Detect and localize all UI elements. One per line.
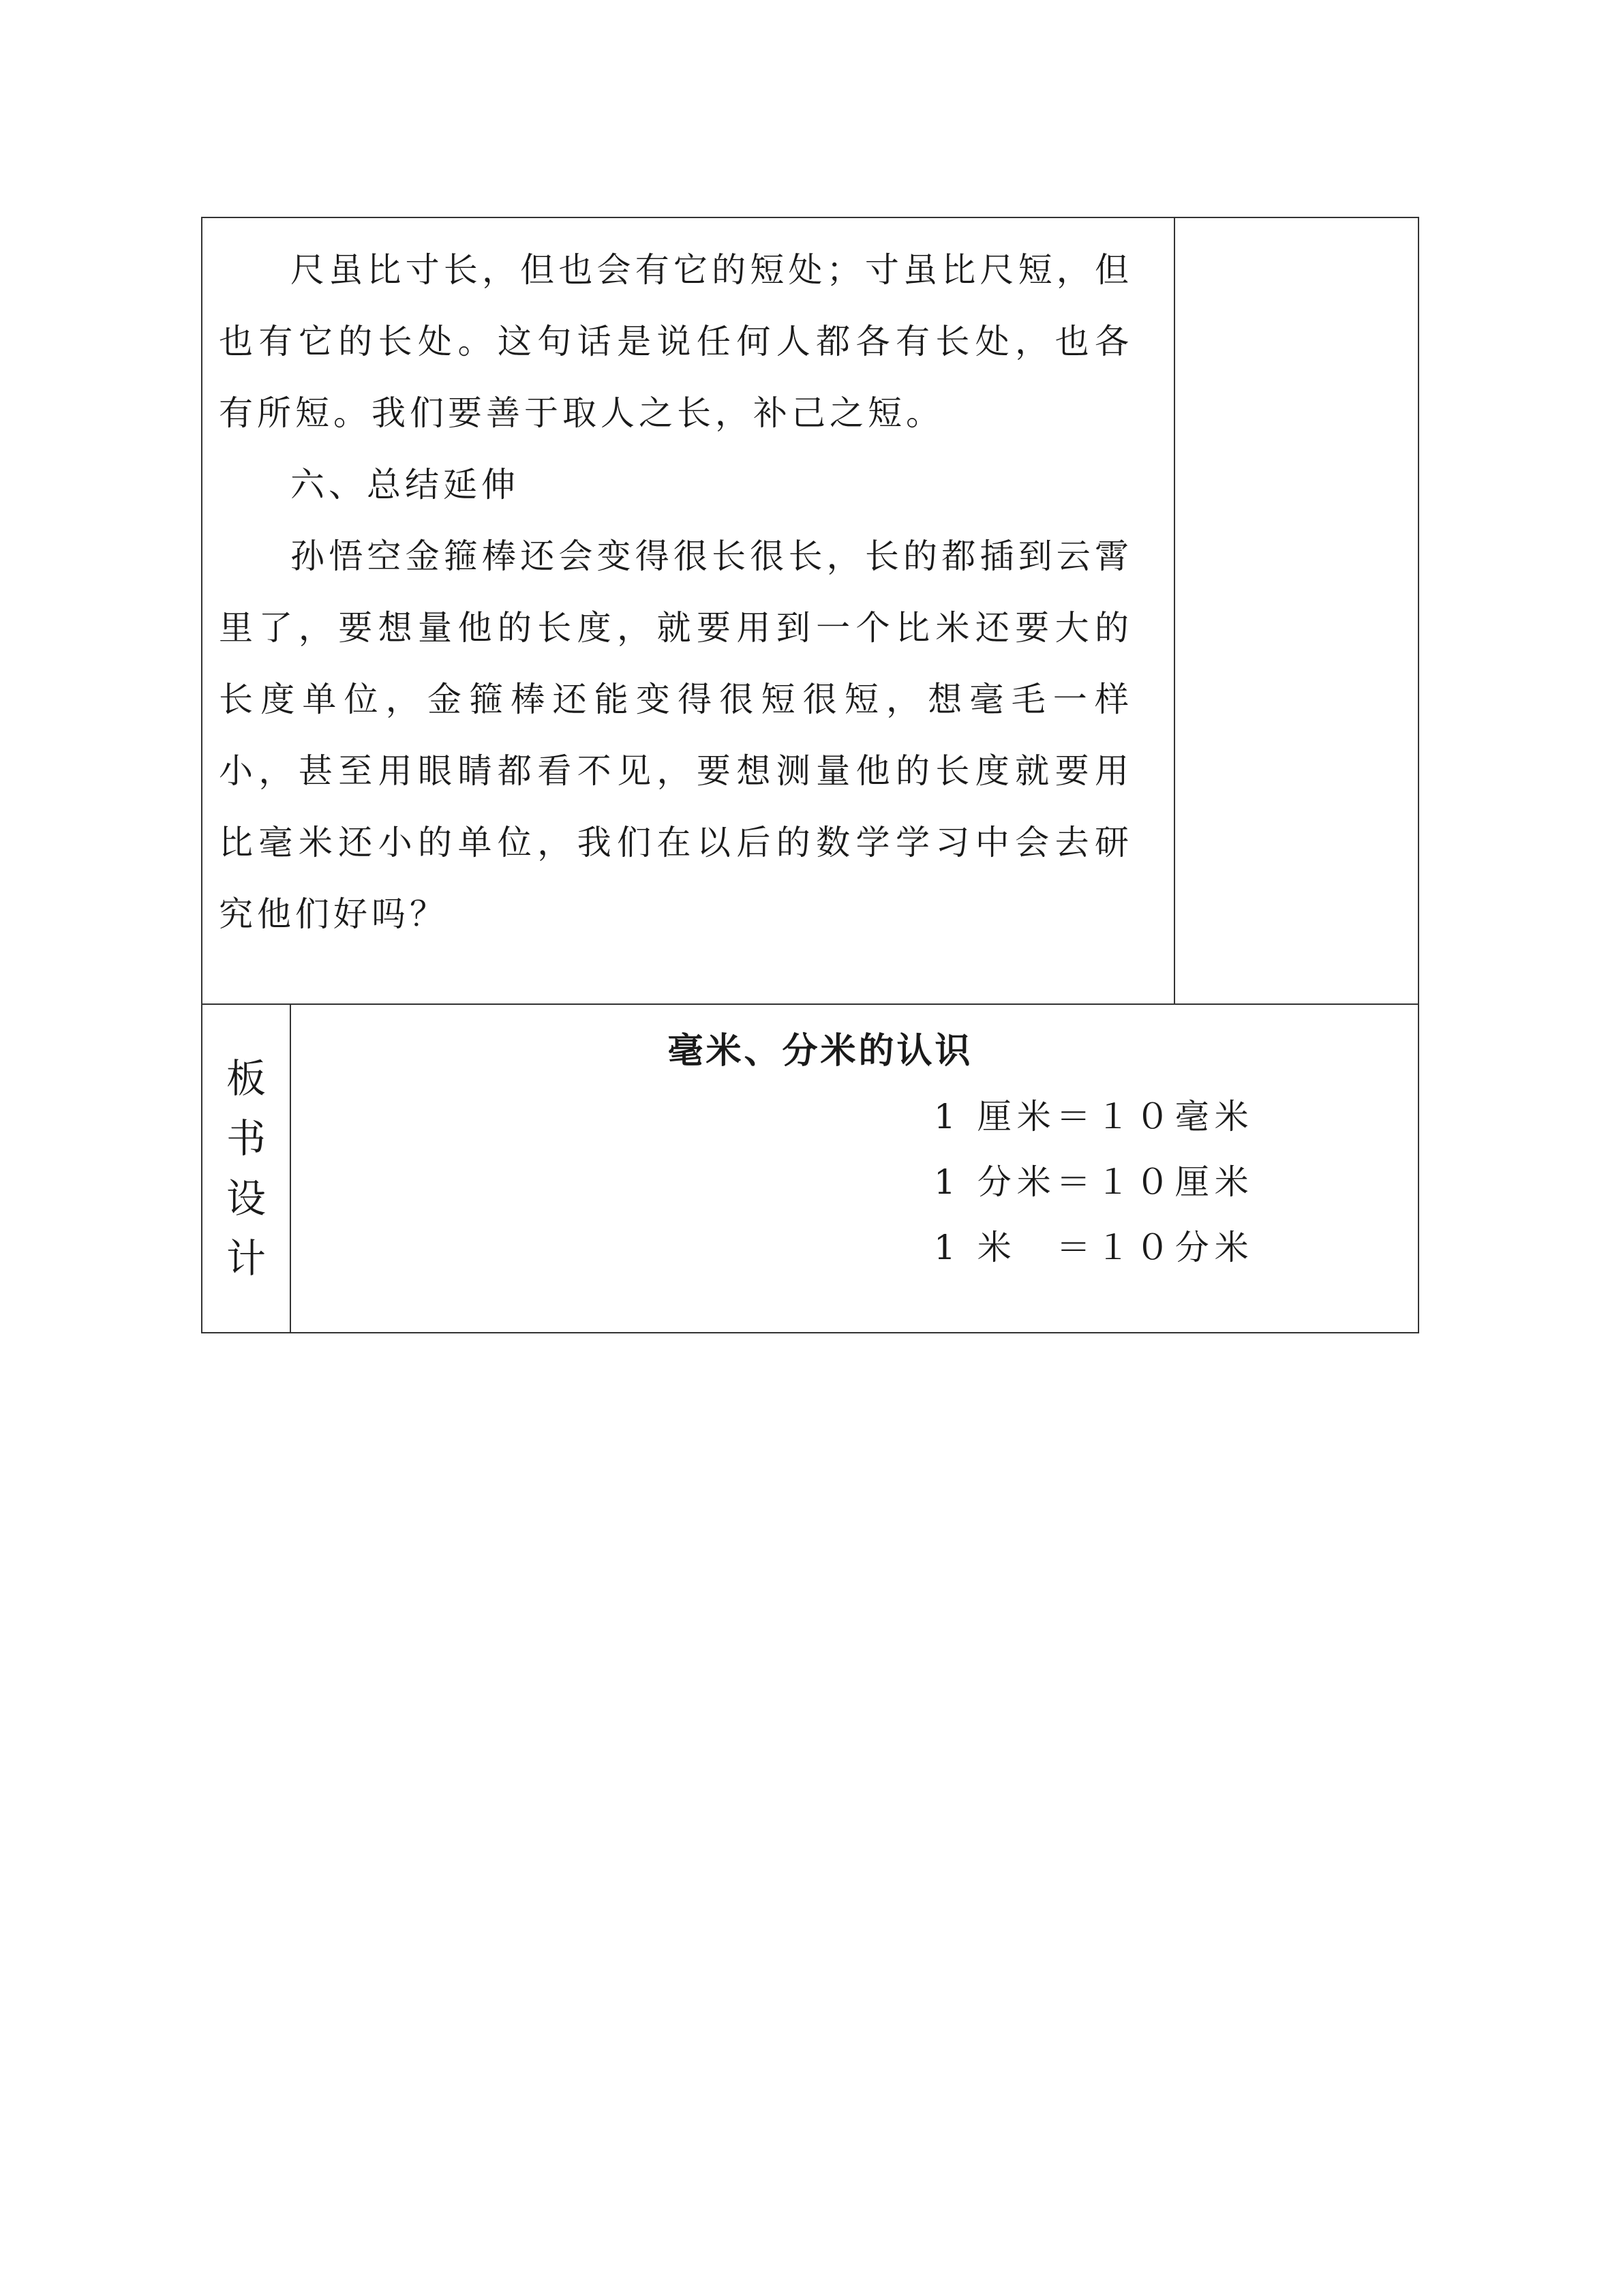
board-design-content <box>291 1005 1418 1332</box>
lesson-content-table <box>201 217 1419 1005</box>
board-title: 毫米、分米的认识 <box>667 1031 973 1072</box>
formula-m-dm: 1 米 ＝１０分米 <box>934 1228 1254 1267</box>
board-design-label <box>202 1005 291 1332</box>
notes-column-cell <box>1175 218 1418 1003</box>
label-char: 计 <box>226 1235 266 1282</box>
label-char: 板 <box>226 1055 266 1102</box>
label-char: 书 <box>226 1115 266 1162</box>
paragraph-extension: 孙悟空金箍棒还会变得很长很长，长的都插到云霄里了，要想量他的长度，就要用到一个比米还要大的长度单位，金箍棒还能变得很短很短，想毫毛一样小，甚至用眼睛都看不见，要想测量他的长度就要用比毫米还小的单位，我们在以后的数学学习中会去研究他们好吗？ <box>219 537 1133 934</box>
label-char: 设 <box>226 1175 266 1222</box>
formula-dm-cm: 1 分米＝１０厘米 <box>934 1162 1254 1202</box>
section-heading-summary: 六、总结延伸 <box>290 465 519 504</box>
formula-cm-mm: 1 厘米＝１０毫米 <box>934 1097 1254 1136</box>
board-design-table <box>201 1003 1419 1333</box>
lesson-content-cell <box>202 218 1175 1003</box>
paragraph-ruler-proverb: 尺虽比寸长，但也会有它的短处；寸虽比尺短，但也有它的长处。这句话是说任何人都各有长处，也各有所短。我们要善于取人之长，补己之短。 <box>219 250 1133 433</box>
